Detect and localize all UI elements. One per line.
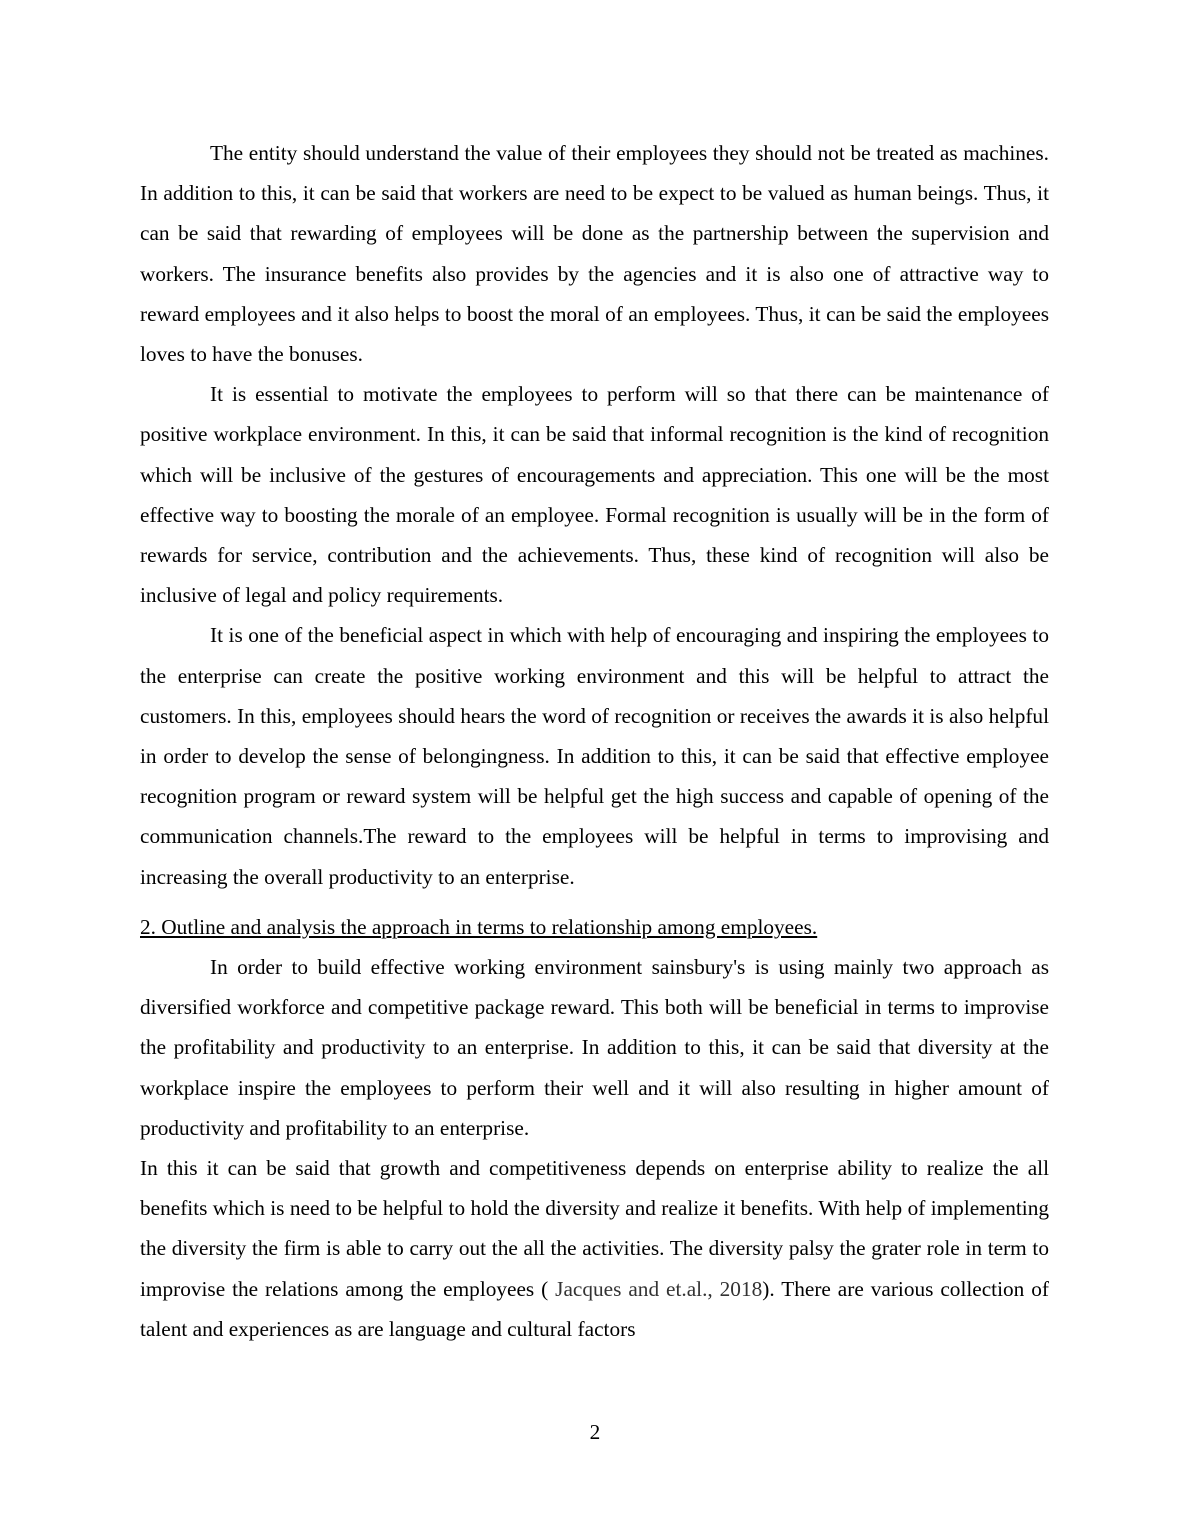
paragraph-text-before-citation: In this it can be said that growth and competitiveness depends on enterprise ability to realize the all benefits which is need to be helpful to hold the diversity and realize it benefits. With help of implementing the diversity the firm is able to carry out the all the activities. The diversity palsy the grater role in term to improvise the relations among the employees ( <box>140 1156 1049 1301</box>
paragraph-text-after-citation: ). There are various collection of talent and experiences as are language and cultural factors <box>140 1276 1049 1341</box>
section-heading: 2. Outline and analysis the approach in terms to relationship among employees. <box>140 914 818 939</box>
document-page <box>140 133 1049 1349</box>
paragraph-beneficial-aspect: It is one of the beneficial aspect in which with help of encouraging and inspiring the employees to the enterprise can create the positive working environment and this will be helpful to attract the customers. In this, employees should hears the word of recognition or receives the awards it is also helpful in order to develop the sense of belongingness. In addition to this, it can be said that effective employee recognition program or reward system will be helpful get the high success and capable of opening of the communication channels.The reward to the employees will be helpful in terms to improvising and increasing the overall productivity to an enterprise. <box>140 623 1049 889</box>
paragraph-working-environment: In order to build effective working environment sainsbury's is using mainly two approach as diversified workforce and competitive package reward. This both will be beneficial in terms to improvise the profitability and productivity to an enterprise. In addition to this, it can be said that diversity at the workplace inspire the employees to perform their well and it will also resulting in higher amount of productivity and profitability to an enterprise. <box>140 955 1049 1140</box>
citation: Jacques and et.al., 2018 <box>548 1276 763 1301</box>
paragraph-employee-value: The entity should understand the value of their employees they should not be treated as machines. In addition to this, it can be said that workers are need to be expect to be valued as human beings. Thus, it can be said that rewarding of employees will be done as the partnership between the supervision and workers. The insurance benefits also provides by the agencies and it is also one of attractive way to reward employees and it also helps to boost the moral of an employees. Thus, it can be said the employees loves to have the bonuses. <box>140 141 1049 367</box>
page-number: 2 <box>589 1420 601 1444</box>
paragraph-motivation-recognition: It is essential to motivate the employees to perform will so that there can be maintenance of positive workplace environment. In this, it can be said that informal recognition is the kind of recognition which will be inclusive of the gestures of encouragements and appreciation. This one will be the most effective way to boosting the morale of an employee. Formal recognition is usually will be in the form of rewards for service, contribution and the achievements. Thus, these kind of recognition will also be inclusive of legal and policy requirements. <box>140 382 1049 608</box>
paragraph-growth-diversity <box>140 1148 1049 1349</box>
